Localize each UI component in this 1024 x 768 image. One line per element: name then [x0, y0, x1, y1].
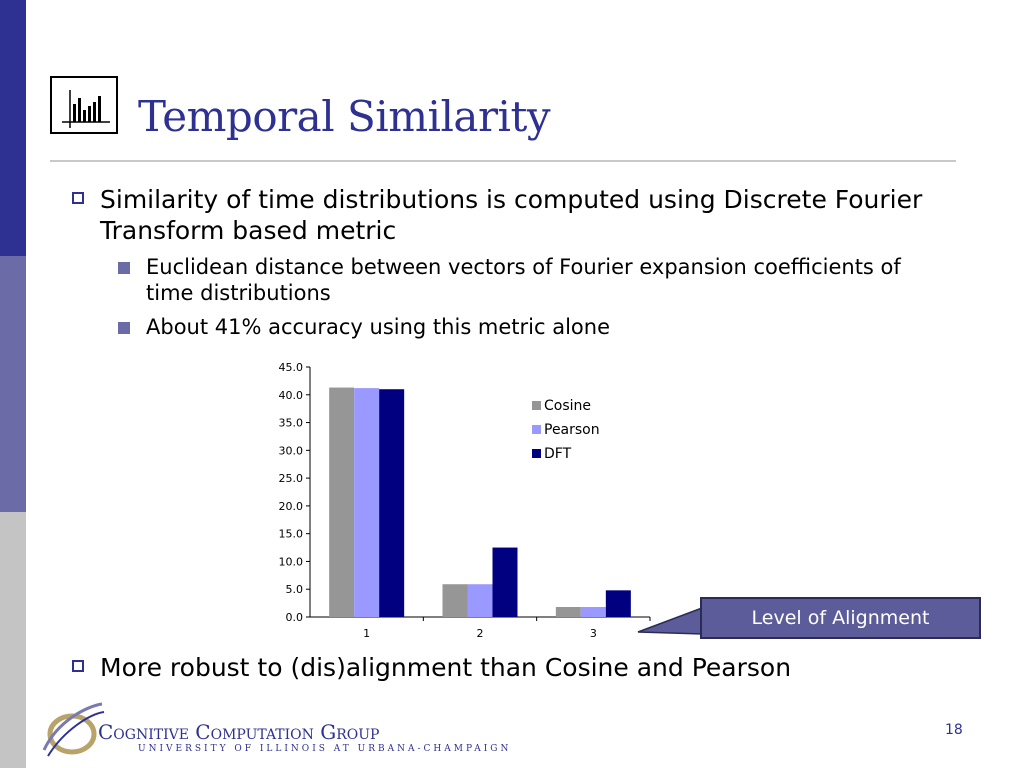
y-tick-label: 5.0 [285, 583, 303, 597]
legend-swatch-cosine [532, 401, 541, 410]
y-tick-label: 15.0 [278, 527, 303, 541]
bar-cosine-2 [443, 584, 468, 617]
bullet-text: More robust to (dis)alignment than Cosine and Pearson [100, 653, 792, 682]
y-tick-label: 10.0 [278, 555, 303, 569]
callout-pointer [630, 590, 710, 640]
legend-label-cosine: Cosine [544, 398, 592, 414]
page-number: 18 [945, 722, 963, 738]
cognitive-computation-group-logo [38, 700, 512, 760]
bar-pearson-1 [354, 388, 379, 617]
logo-title: Cognitive Computation Group [98, 720, 380, 744]
bar-dft-1 [379, 389, 404, 617]
bar-cosine-1 [329, 388, 354, 617]
bar-pearson-3 [581, 607, 606, 617]
square-bullet-icon [118, 322, 130, 334]
page-title: Temporal Similarity [138, 92, 551, 141]
y-tick-label: 0.0 [285, 611, 303, 624]
title-divider [50, 160, 956, 162]
x-tick-label: 2 [476, 627, 484, 640]
bar-pearson-2 [468, 584, 493, 617]
sub-bullet-text: Euclidean distance between vectors of Fourier expansion coefficients of time distributions [146, 255, 901, 305]
x-tick-label: 3 [589, 627, 597, 640]
bar-dft-2 [493, 548, 518, 617]
x-tick-label: 1 [363, 627, 371, 640]
bar-cosine-3 [556, 607, 581, 617]
legend-swatch-pearson [532, 425, 541, 434]
sub-bullet-text: About 41% accuracy using this metric alone [146, 315, 611, 339]
y-tick-label: 35.0 [278, 416, 303, 430]
bar-dft-3 [606, 590, 631, 617]
logo-subtitle: UNIVERSITY OF ILLINOIS AT URBANA-CHAMPAIGN [138, 744, 512, 754]
y-tick-label: 40.0 [278, 388, 303, 402]
level-of-alignment-callout: Level of Alignment [700, 597, 981, 639]
hollow-square-bullet-icon [72, 660, 84, 672]
y-tick-label: 45.0 [278, 361, 303, 374]
y-tick-label: 25.0 [278, 472, 303, 486]
y-tick-label: 20.0 [278, 499, 303, 513]
sidebar-stripe-middle [0, 256, 26, 512]
legend-swatch-dft [532, 449, 541, 458]
alignment-bar-chart [250, 355, 670, 655]
legend-label-dft: DFT [544, 446, 572, 462]
square-bullet-icon [118, 262, 130, 274]
y-tick-label: 30.0 [278, 444, 303, 458]
bar-chart-icon [50, 76, 118, 134]
sidebar-stripe-top [0, 0, 26, 256]
legend-label-pearson: Pearson [544, 422, 600, 438]
sidebar-stripe [0, 0, 26, 768]
sidebar-stripe-bottom [0, 512, 26, 768]
hollow-square-bullet-icon [72, 192, 84, 204]
bullet-text: Similarity of time distributions is computed using Discrete Fourier Transform based metric [100, 185, 923, 245]
